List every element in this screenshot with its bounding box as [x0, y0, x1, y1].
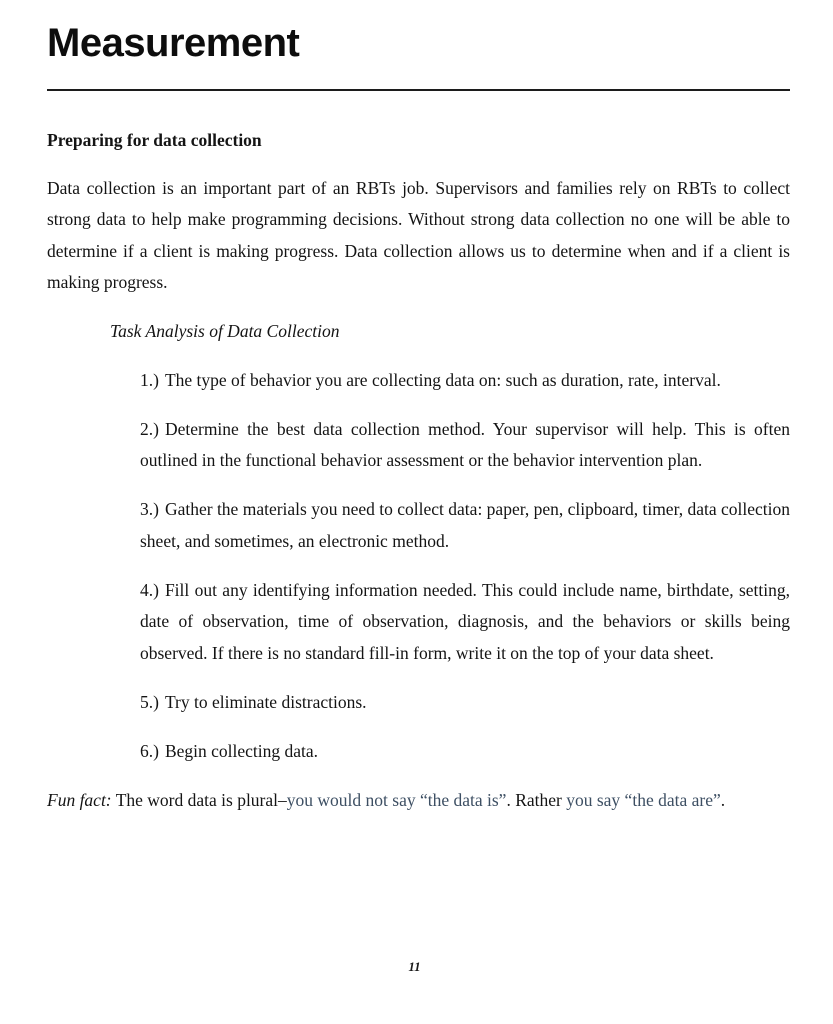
list-item-number: 3.) [140, 499, 159, 519]
section-heading: Preparing for data collection [47, 130, 262, 150]
fun-fact-text: The word data is plural– [111, 789, 287, 810]
fun-fact-highlight: you would not say “the data is” [286, 789, 507, 810]
page-number: 11 [408, 959, 421, 974]
title-divider [47, 89, 790, 91]
page-title: Measurement [47, 21, 300, 65]
list-item-text: Determine the best data collection method. Your supervisor will help. This is often outlined in the functional behavior assessment or the behavior intervention plan. [140, 418, 790, 470]
fun-fact-highlight: you say “the data are” [566, 789, 721, 810]
fun-fact [47, 785, 790, 817]
list-item-text: Fill out any identifying information needed. This could include name, birthdate, setting, date of observation, time of observation, diagnosis, and the behaviors or skills being observed. If there is no standard fill-in form, write it on the top of your data sheet. [140, 579, 790, 663]
list-item [140, 687, 790, 719]
list-item-number: 6.) [140, 740, 159, 761]
task-analysis-subheading: Task Analysis of Data Collection [110, 320, 340, 341]
fun-fact-text: . [720, 789, 726, 810]
list-item [140, 575, 790, 670]
list-item-number: 5.) [140, 691, 159, 712]
list-item-text: Gather the materials you need to collect data: paper, pen, clipboard, timer, data collection sheet, and sometimes, an electronic method. [140, 499, 790, 551]
list-item-text: The type of behavior you are collecting data on: such as duration, rate, interval. [164, 369, 721, 390]
fun-fact-text: . Rather [506, 789, 567, 810]
list-item-number: 1.) [140, 369, 159, 390]
list-item [140, 736, 790, 768]
list-item [140, 365, 790, 397]
list-item-text: Begin collecting data. [164, 740, 319, 761]
list-item [140, 494, 790, 557]
list-item-text: Try to eliminate distractions. [164, 691, 367, 712]
list-item-number: 4.) [140, 579, 159, 600]
intro-paragraph: Data collection is an important part of an RBTs job. Supervisors and families rely on RBTs to collect strong data to help make programming decisions. Without strong data collection no one will be able to determine if a client is making progress. Data collection allows us to determine when and if a client is making progress. [47, 177, 790, 292]
fun-fact-label: Fun fact: [47, 789, 112, 810]
list-item [140, 414, 790, 477]
task-list [140, 365, 790, 768]
list-item-number: 2.) [140, 418, 159, 439]
